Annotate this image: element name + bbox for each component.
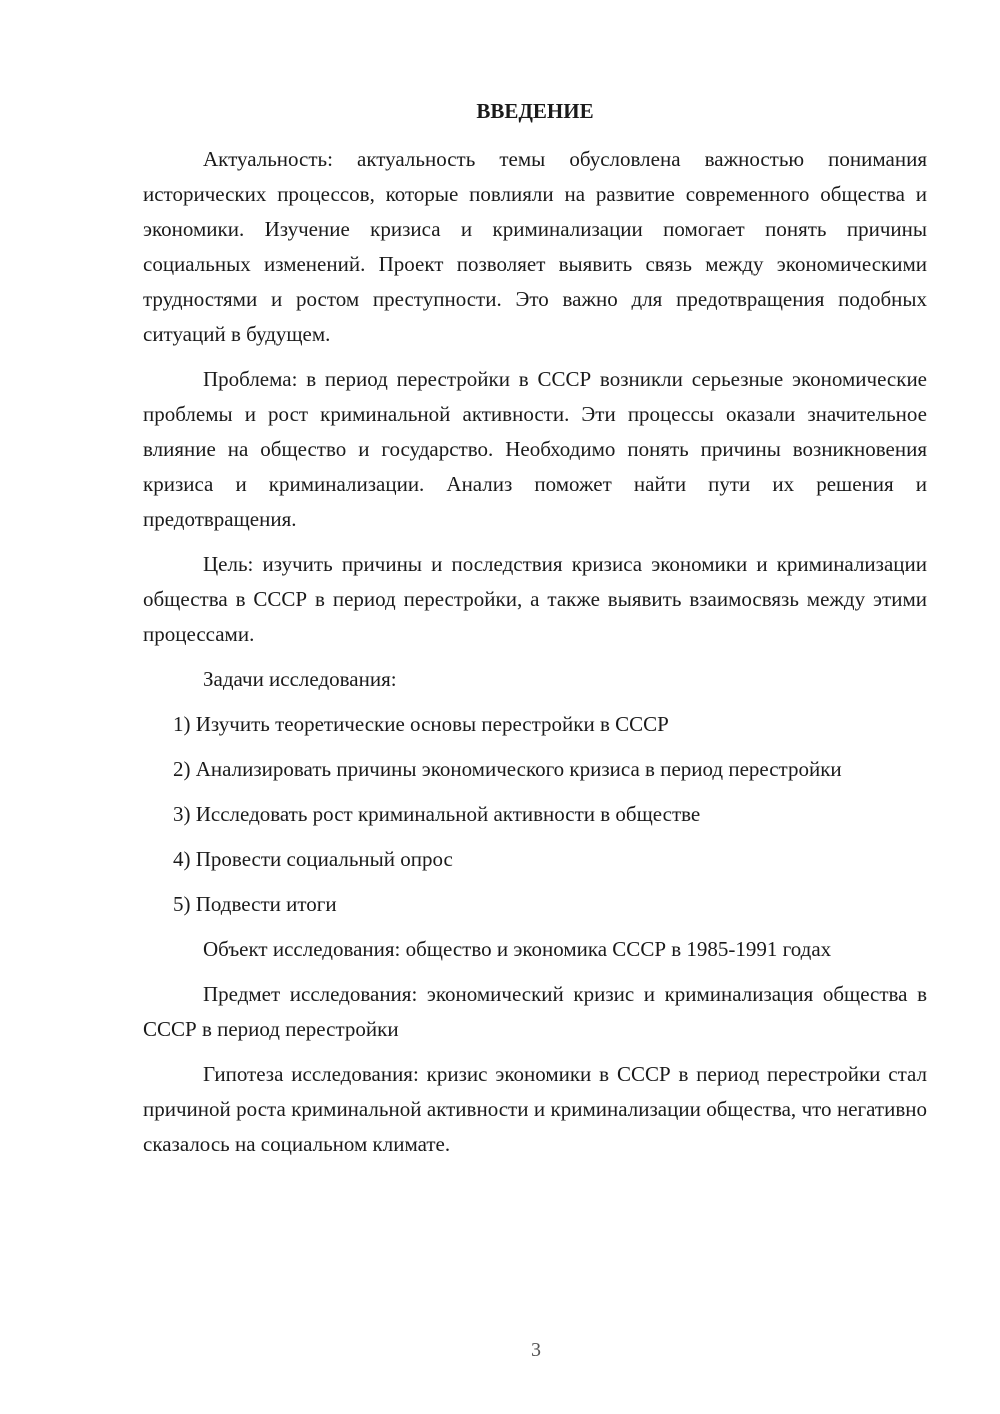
task-item: 4) Провести социальный опрос — [173, 847, 453, 871]
task-item: 2) Анализировать причины экономического кризиса в период перестройки — [173, 757, 842, 781]
page-content — [143, 94, 927, 1172]
tasks-title: Задачи исследования: — [203, 667, 397, 691]
relevance-paragraph: Актуальность: актуальность темы обусловлена важностью понимания исторических процессов, которые повлияли на развитие современного общества и экономики. Изучение кризиса и криминализации помогает понять причины социальных изменений. Проект позволяет выявить связь между экономическими трудностями и ростом преступности. Это важно для предотвращения подобных ситуаций в будущем. — [143, 147, 927, 346]
goal-paragraph: Цель: изучить причины и последствия кризиса экономики и криминализации общества в СССР в период перестройки, а также выявить взаимосвязь между этими процессами. — [143, 552, 927, 646]
task-item: 1) Изучить теоретические основы перестройки в СССР — [173, 712, 669, 736]
page-number: 3 — [531, 1339, 541, 1361]
problem-paragraph: Проблема: в период перестройки в СССР возникли серьезные экономические проблемы и рост криминальной активности. Эти процессы оказали значительное влияние на общество и государство. Необходимо понять причины возникновения кризиса и криминализации. Анализ поможет найти пути их решения и предотвращения. — [143, 367, 927, 531]
task-item: 5) Подвести итоги — [173, 892, 337, 916]
object-paragraph: Объект исследования: общество и экономика СССР в 1985-1991 годах — [203, 937, 832, 961]
subject-paragraph: Предмет исследования: экономический кризис и криминализация общества в СССР в период перестройки — [143, 982, 927, 1041]
hypothesis-paragraph: Гипотеза исследования: кризис экономики в СССР в период перестройки стал причиной роста криминальной активности и криминализации общества, что негативно сказалось на социальном климате. — [143, 1062, 927, 1156]
section-heading: ВВЕДЕНИЕ — [476, 99, 594, 123]
task-item: 3) Исследовать рост криминальной активности в обществе — [173, 802, 701, 826]
